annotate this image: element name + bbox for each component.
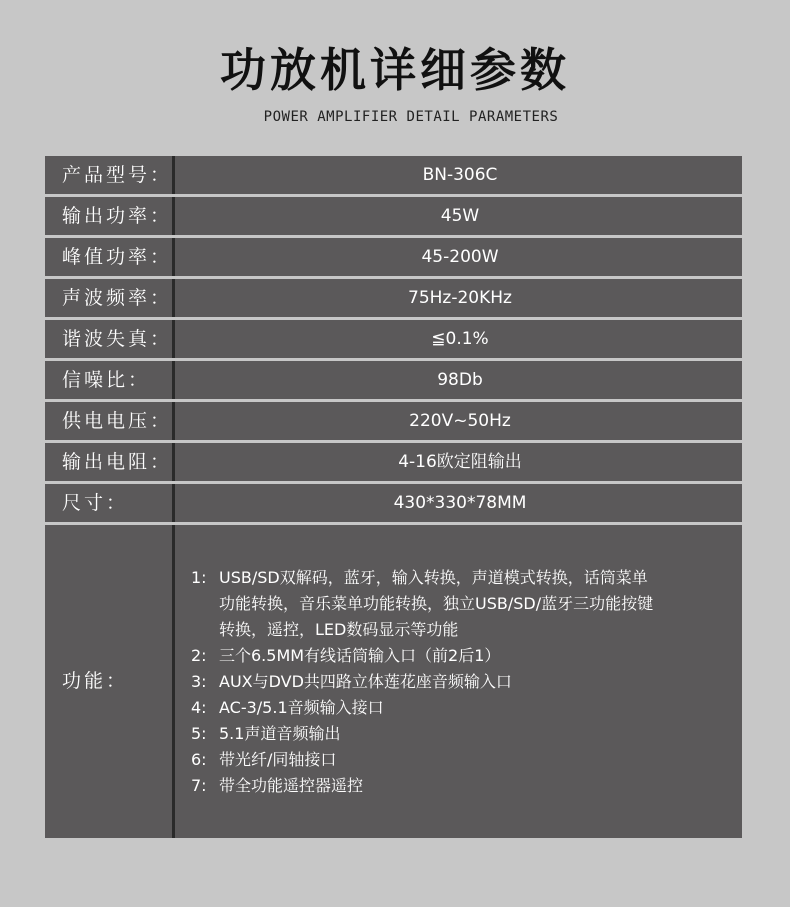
spec-row-impedance [45, 443, 742, 481]
spec-row-snr [45, 361, 742, 399]
spec-label: 信噪比： [45, 361, 172, 399]
feature-item [191, 669, 742, 695]
feature-item [191, 747, 742, 773]
spec-value: ≦0.1% [178, 320, 742, 358]
spec-row-output-power [45, 197, 742, 235]
feature-item [191, 773, 742, 799]
spec-row-distortion [45, 320, 742, 358]
spec-value: 430*330*78MM [178, 484, 742, 522]
spec-label: 输出电阻： [45, 443, 172, 481]
feature-text: AC-3/5.1音频输入接口 [219, 698, 384, 717]
spec-value: 4-16欧定阻输出 [178, 443, 742, 481]
spec-label: 输出功率： [45, 197, 172, 235]
spec-row-frequency [45, 279, 742, 317]
feature-number: 3: [191, 672, 207, 691]
feature-number: 7: [191, 776, 207, 795]
spec-label: 谐波失真： [45, 320, 172, 358]
feature-text: 功能转换，音乐菜单功能转换，独立USB/SD/蓝牙三功能按键 [219, 594, 654, 613]
feature-number: 5: [191, 724, 207, 743]
page-subtitle: POWER AMPLIFIER DETAIL PARAMETERS [263, 109, 559, 125]
feature-text: 带全功能遥控器遥控 [219, 776, 364, 795]
spec-table [45, 156, 742, 838]
spec-row-peak-power [45, 238, 742, 276]
spec-value: 98Db [178, 361, 742, 399]
spec-label: 供电电压： [45, 402, 172, 440]
feature-text: USB/SD双解码，蓝牙，输入转换，声道模式转换，话筒菜单 [219, 568, 648, 587]
spec-label: 尺寸： [45, 484, 172, 522]
feature-number: 4: [191, 698, 207, 717]
feature-number: 1: [191, 568, 207, 587]
spec-label: 产品型号： [45, 156, 172, 194]
feature-text: 带光纤/同轴接口 [219, 750, 337, 769]
spec-label: 峰值功率： [45, 238, 172, 276]
spec-row-model [45, 156, 742, 194]
feature-text: AUX与DVD共四路立体莲花座音频输入口 [219, 672, 512, 691]
spec-row-voltage [45, 402, 742, 440]
features-list [178, 525, 742, 838]
feature-item [191, 643, 742, 669]
features-label: 功能： [45, 525, 172, 838]
feature-number: 2: [191, 646, 207, 665]
spec-value: 220V~50Hz [178, 402, 742, 440]
spec-value: BN-306C [178, 156, 742, 194]
spec-row-features [45, 525, 742, 838]
spec-value: 45W [178, 197, 742, 235]
spec-value: 75Hz-20KHz [178, 279, 742, 317]
feature-text: 三个6.5MM有线话筒输入口（前2后1） [219, 646, 501, 665]
page-title: 功放机详细参数 [220, 43, 570, 97]
feature-item [191, 695, 742, 721]
feature-text: 转换，遥控，LED数码显示等功能 [219, 620, 459, 639]
feature-number: 6: [191, 750, 207, 769]
spec-row-size [45, 484, 742, 522]
feature-item [191, 565, 742, 643]
spec-label: 声波频率： [45, 279, 172, 317]
feature-item [191, 721, 742, 747]
spec-value: 45-200W [178, 238, 742, 276]
feature-text: 5.1声道音频输出 [219, 724, 341, 743]
